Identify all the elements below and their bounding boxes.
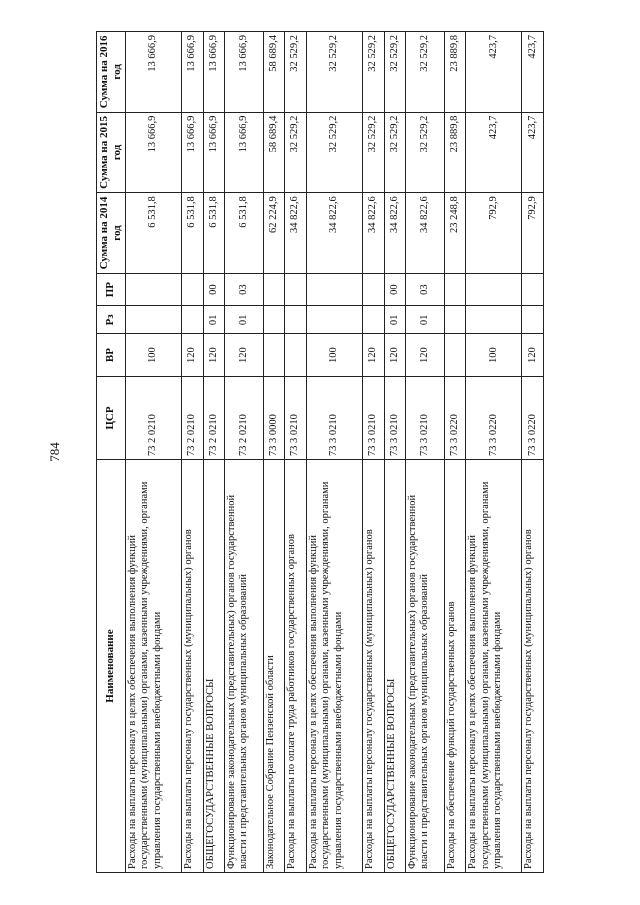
row-vr: 120 xyxy=(203,334,225,377)
row-pr xyxy=(466,273,522,306)
row-2016: 23 889,8 xyxy=(444,32,466,113)
table-row xyxy=(263,32,285,873)
header-2014: Сумма на 2014 год xyxy=(97,193,126,274)
row-vr xyxy=(263,334,285,377)
row-2014: 34 822,6 xyxy=(406,193,445,274)
row-pr: 00 xyxy=(203,273,225,306)
row-2016: 32 529,2 xyxy=(384,32,406,113)
row-rz xyxy=(182,306,204,334)
row-rz xyxy=(444,306,466,334)
rotated-page xyxy=(96,31,544,873)
table-row xyxy=(203,32,225,873)
row-rz: 01 xyxy=(225,306,264,334)
row-csr: 73 3 0220 xyxy=(444,376,466,459)
row-2014: 34 822,6 xyxy=(384,193,406,274)
row-pr: 03 xyxy=(225,273,264,306)
row-csr: 73 2 0210 xyxy=(203,376,225,459)
row-csr: 73 3 0210 xyxy=(406,376,445,459)
row-name: Расходы на выплаты персоналу государственных (муниципальных) органов xyxy=(363,460,385,873)
row-2015: 58 689,4 xyxy=(263,112,285,193)
row-2014: 6 531,8 xyxy=(225,193,264,274)
row-pr xyxy=(125,273,181,306)
row-2015: 423,7 xyxy=(522,112,544,193)
row-rz xyxy=(466,306,522,334)
row-csr: 73 3 0220 xyxy=(466,376,522,459)
row-pr: 00 xyxy=(384,273,406,306)
row-2016: 13 666,9 xyxy=(225,32,264,113)
row-vr: 100 xyxy=(466,334,522,377)
row-vr: 120 xyxy=(522,334,544,377)
table-row xyxy=(466,32,522,873)
row-pr xyxy=(363,273,385,306)
row-rz xyxy=(263,306,285,334)
row-2014: 34 822,6 xyxy=(363,193,385,274)
row-rz: 01 xyxy=(203,306,225,334)
row-2015: 32 529,2 xyxy=(306,112,362,193)
row-vr: 120 xyxy=(406,334,445,377)
row-vr: 100 xyxy=(125,334,181,377)
row-vr: 120 xyxy=(384,334,406,377)
row-2015: 423,7 xyxy=(466,112,522,193)
row-rz xyxy=(125,306,181,334)
table-row xyxy=(306,32,362,873)
header-2016: Сумма на 2016 год xyxy=(97,32,126,113)
table-row xyxy=(182,32,204,873)
row-2016: 13 666,9 xyxy=(125,32,181,113)
row-2015: 13 666,9 xyxy=(182,112,204,193)
row-csr: 73 2 0210 xyxy=(125,376,181,459)
row-2015: 13 666,9 xyxy=(203,112,225,193)
row-name: Законодательное Собрание Пензенской области xyxy=(263,460,285,873)
row-2015: 13 666,9 xyxy=(225,112,264,193)
header-row xyxy=(97,32,126,873)
budget-table xyxy=(96,31,544,873)
row-csr: 73 3 0210 xyxy=(384,376,406,459)
row-2016: 58 689,4 xyxy=(263,32,285,113)
row-2015: 32 529,2 xyxy=(285,112,307,193)
table-row xyxy=(444,32,466,873)
row-name: Расходы на выплаты персоналу в целях обеспечения выполнения функций государственными (муниципальными) органами, казенными учреждениями, органами управления государственными внебюджетными фондами xyxy=(466,460,522,873)
row-name: Расходы на выплаты по оплате труда работников государственных органов xyxy=(285,460,307,873)
row-csr: 73 3 0210 xyxy=(306,376,362,459)
row-2014: 6 531,8 xyxy=(203,193,225,274)
row-2015: 13 666,9 xyxy=(125,112,181,193)
row-name: ОБЩЕГОСУДАРСТВЕННЫЕ ВОПРОСЫ xyxy=(384,460,406,873)
row-csr: 73 3 0210 xyxy=(363,376,385,459)
row-2014: 792,9 xyxy=(522,193,544,274)
header-vr: ВР xyxy=(97,334,126,377)
row-2015: 32 529,2 xyxy=(363,112,385,193)
row-2016: 32 529,2 xyxy=(406,32,445,113)
row-name: ОБЩЕГОСУДАРСТВЕННЫЕ ВОПРОСЫ xyxy=(203,460,225,873)
row-rz: 01 xyxy=(406,306,445,334)
page-number: 784 xyxy=(47,442,62,462)
table-row xyxy=(225,32,264,873)
row-vr xyxy=(285,334,307,377)
row-2014: 792,9 xyxy=(466,193,522,274)
row-name: Функционирование законодательных (представительных) органов государственной власти и представительных органов муниципальных образований xyxy=(406,460,445,873)
row-csr: 73 2 0210 xyxy=(182,376,204,459)
row-name: Функционирование законодательных (представительных) органов государственной власти и представительных органов муниципальных образований xyxy=(225,460,264,873)
row-name: Расходы на выплаты персоналу в целях обеспечения выполнения функций государственными (муниципальными) органами, казенными учреждениями, органами управления государственными внебюджетными фондами xyxy=(306,460,362,873)
table-row xyxy=(125,32,181,873)
table-row xyxy=(363,32,385,873)
row-csr: 73 3 0210 xyxy=(285,376,307,459)
header-2015: Сумма на 2015 год xyxy=(97,112,126,193)
row-2015: 32 529,2 xyxy=(406,112,445,193)
row-csr: 73 3 0000 xyxy=(263,376,285,459)
row-rz xyxy=(363,306,385,334)
table-row xyxy=(384,32,406,873)
table-row xyxy=(406,32,445,873)
row-name: Расходы на выплаты персоналу государственных (муниципальных) органов xyxy=(522,460,544,873)
row-2015: 23 889,8 xyxy=(444,112,466,193)
row-csr: 73 3 0220 xyxy=(522,376,544,459)
row-vr: 120 xyxy=(182,334,204,377)
row-vr xyxy=(444,334,466,377)
row-2016: 32 529,2 xyxy=(285,32,307,113)
row-2015: 32 529,2 xyxy=(384,112,406,193)
table-row xyxy=(285,32,307,873)
row-2016: 423,7 xyxy=(466,32,522,113)
row-2014: 62 224,9 xyxy=(263,193,285,274)
row-2016: 13 666,9 xyxy=(203,32,225,113)
row-pr xyxy=(444,273,466,306)
row-csr: 73 2 0210 xyxy=(225,376,264,459)
row-2016: 32 529,2 xyxy=(306,32,362,113)
row-rz xyxy=(522,306,544,334)
row-vr: 100 xyxy=(306,334,362,377)
row-2014: 34 822,6 xyxy=(306,193,362,274)
row-rz xyxy=(285,306,307,334)
row-2014: 6 531,8 xyxy=(125,193,181,274)
row-pr xyxy=(522,273,544,306)
header-pr: ПР xyxy=(97,273,126,306)
row-pr xyxy=(285,273,307,306)
header-rz: Рз xyxy=(97,306,126,334)
row-pr xyxy=(182,273,204,306)
row-2016: 32 529,2 xyxy=(363,32,385,113)
row-2014: 23 248,8 xyxy=(444,193,466,274)
row-name: Расходы на выплаты персоналу в целях обеспечения выполнения функций государственными (муниципальными) органами, казенными учреждениями, органами управления государственными внебюджетными фондами xyxy=(125,460,181,873)
row-rz xyxy=(306,306,362,334)
row-name: Расходы на выплаты персоналу государственных (муниципальных) органов xyxy=(182,460,204,873)
row-vr: 120 xyxy=(363,334,385,377)
row-2014: 6 531,8 xyxy=(182,193,204,274)
table-row xyxy=(522,32,544,873)
header-name: Наименование xyxy=(97,460,126,873)
header-csr: ЦСР xyxy=(97,376,126,459)
row-pr: 03 xyxy=(406,273,445,306)
row-pr xyxy=(306,273,362,306)
row-2014: 34 822,6 xyxy=(285,193,307,274)
row-pr xyxy=(263,273,285,306)
row-2016: 13 666,9 xyxy=(182,32,204,113)
row-rz: 01 xyxy=(384,306,406,334)
row-2016: 423,7 xyxy=(522,32,544,113)
row-vr: 120 xyxy=(225,334,264,377)
row-name: Расходы на обеспечение функций государственных органов xyxy=(444,460,466,873)
